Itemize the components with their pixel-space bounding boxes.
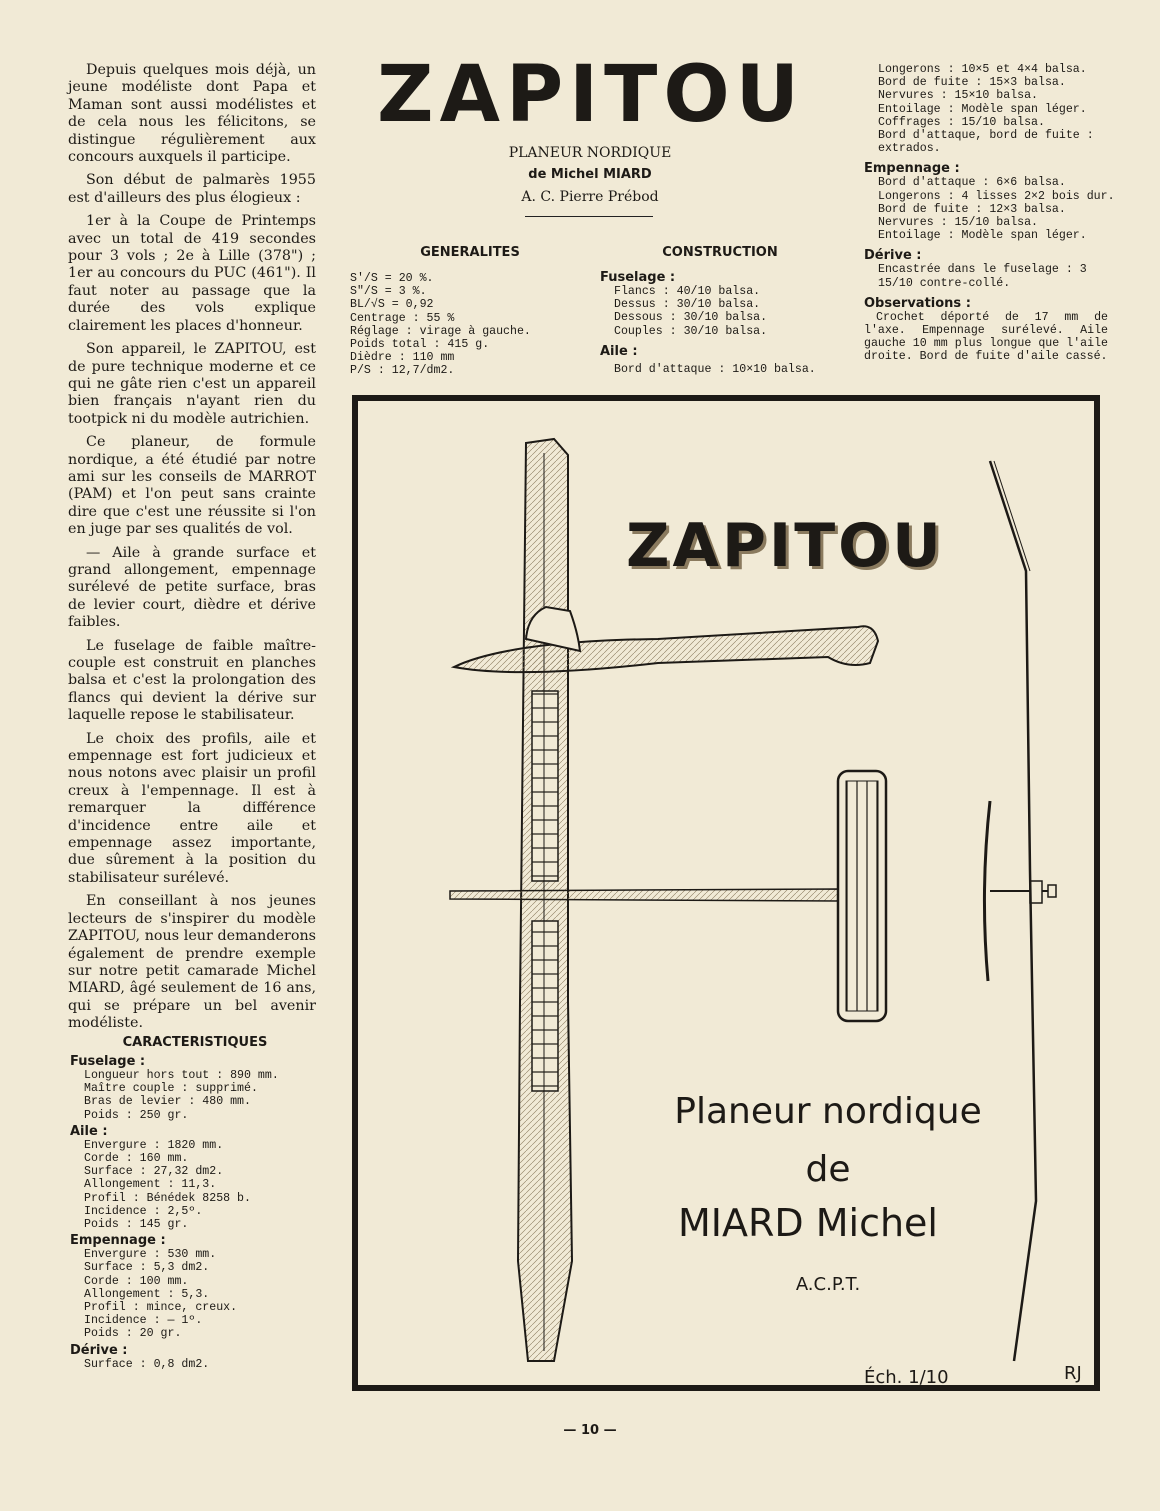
spec-line: Poids : 250 gr. (84, 1108, 189, 1122)
spec-line: S"/S = 3 %. (350, 285, 427, 299)
spec-line: Dessous : 30/10 balsa. (614, 311, 768, 325)
spec-line: Nervures : 15/10 balsa. (878, 216, 1039, 230)
article-text (68, 62, 316, 1039)
fuselage-list (600, 285, 840, 338)
spec-line: Dièdre : 110 mm (350, 351, 455, 365)
fuselage-heading: Fuselage : (600, 270, 676, 285)
stabilizer-plan (838, 771, 886, 1021)
derive-list (70, 1358, 320, 1371)
spec-line: S'/S = 20 %. (350, 272, 434, 285)
aile-list (70, 1139, 320, 1231)
spec-line: Réglage : virage à gauche. (350, 324, 531, 338)
aile-heading: Aile : (70, 1123, 108, 1139)
spec-line: Poids : 145 gr. (84, 1218, 189, 1232)
page-title: ZAPITOU (377, 50, 805, 140)
drawing-scale: Éch. 1/10 (864, 1367, 949, 1388)
article-paragraph: Son début de palmarès 1955 est d'ailleurs des plus élogieux : (68, 172, 316, 206)
spec-line: Bord de fuite : 12×3 balsa. (878, 202, 1066, 216)
article-paragraph: — Aile à grande surface et grand allongement, empennage surélevé de petite surface, bras de levier court, dièdre et dérive faibles. (68, 544, 316, 631)
subtitle-kind: PLANEUR NORDIQUE (508, 145, 672, 161)
fuselage-top-view (450, 889, 838, 901)
subtitle-block (440, 142, 740, 208)
fuselage-list (70, 1069, 320, 1122)
spec-line: Incidence : 2,5º. (84, 1204, 203, 1218)
spec-line: Couples : 30/10 balsa. (614, 324, 768, 338)
derive-heading: Dérive : (864, 248, 922, 264)
empennage-heading: Empennage : (70, 1233, 166, 1249)
drawing-club: A.C.P.T. (795, 1274, 861, 1295)
empennage-heading: Empennage : (864, 161, 960, 177)
spec-line: Longerons : 4 lisses 2×2 bois dur. (878, 189, 1115, 203)
article-paragraph: En conseillant à nos jeunes lecteurs de s'inspirer du modèle ZAPITOU, nous leur demanderons également de prendre exemple sur notre petit camarade Michel MIARD, âgé seulement de 16 ans, qui se prépare un bel avenir modéliste. (68, 893, 316, 1032)
spec-line: Coffrages : 15/10 balsa. (878, 115, 1045, 129)
construction-block (600, 245, 840, 376)
spec-line: Flancs : 40/10 balsa. (614, 285, 761, 298)
spec-line: Allongement : 5,3. (84, 1287, 210, 1301)
right-column-block (864, 63, 1114, 364)
spec-line: Surface : 0,8 dm2. (84, 1357, 210, 1371)
spec-line: BL/√S = 0,92 (350, 298, 434, 312)
article-paragraph: Depuis quelques mois déjà, un jeune modéliste dont Papa et Maman sont aussi modélistes et de cela nous les félicitons, se distingue régulièrement aux concours auxquels il participe. (68, 62, 316, 166)
spec-line: P/S : 12,7/dm2. (350, 364, 455, 378)
spec-line: Surface : 27,32 dm2. (84, 1165, 224, 1179)
observations-heading: Observations : (864, 295, 971, 311)
spec-line: Crochet déporté de 17 mm de l'axe. Empennage surélevé. Aile gauche 10 mm plus longue que l'aile droite. Bord de fuite d'aile cassé. (864, 310, 1108, 364)
drawing-initials: RJ (1064, 1363, 1082, 1384)
aile-list (600, 363, 840, 376)
article-paragraph: Son appareil, le ZAPITOU, est de pure technique moderne et ce qui ne gâte rien c'est un appareil bien français n'ayant rien du tootpick ni du modèle autrichien. (68, 341, 316, 427)
fuselage-side-view (454, 607, 878, 672)
construction-heading: CONSTRUCTION (662, 245, 778, 260)
spec-line: Encastrée dans le fuselage : 3 15/10 contre-collé. (878, 263, 1087, 290)
derive-list (864, 263, 1114, 289)
generalites-block (350, 245, 590, 378)
spec-line: Centrage : 55 % (350, 311, 455, 325)
page-number: — 10 — (563, 1423, 617, 1438)
empennage-list (864, 176, 1114, 242)
drawing-line2: de (805, 1149, 851, 1190)
aile-heading: Aile : (600, 343, 638, 359)
observations-list (864, 311, 1114, 364)
spec-line: Bras de levier : 480 mm. (84, 1095, 251, 1109)
spec-line: Allongement : 11,3. (84, 1178, 217, 1192)
spec-line: Entoilage : Modèle span léger. (878, 229, 1087, 243)
drawing-title: ZAPITOU (626, 511, 944, 581)
generalites-heading: GENERALITES (420, 245, 520, 260)
article-paragraph: 1er à la Coupe de Printemps avec un total de 419 secondes pour 3 vols ; 2e à Lille (378") ; 1er au concours du PUC (461"). Il faut noter au passage que la durée des vols explique clairement les places d'honneur. (68, 213, 316, 334)
spec-line: Bord d'attaque : 10×10 balsa. (614, 362, 816, 376)
spec-line: Bord d'attaque : 6×6 balsa. (878, 176, 1066, 190)
spec-line: Poids total : 415 g. (350, 338, 490, 352)
spec-line: Corde : 100 mm. (84, 1274, 189, 1288)
article-paragraph: Le fuselage de faible maître-couple est construit en planches balsa et c'est la prolongation des flancs qui devient la dérive sur laquelle repose le stabilisateur. (68, 637, 316, 724)
fuselage-heading: Fuselage : (70, 1054, 146, 1069)
spec-line: Longueur hors tout : 890 mm. (84, 1069, 279, 1082)
caracteristiques-block (70, 1035, 320, 1371)
spec-line: Longerons : 10×5 et 4×4 balsa. (878, 63, 1087, 76)
tail-front-view (984, 801, 1056, 981)
spec-line: Maître couple : supprimé. (84, 1082, 258, 1096)
empennage-list (70, 1248, 320, 1340)
article-paragraph: Ce planeur, de formule nordique, a été étudié par notre ami sur les conseils de MARROT (PAM) et l'on peut sans crainte dire que c'est une réussite si l'on en juge par ses qualités de vol. (68, 434, 316, 538)
spec-line: Incidence : — 1º. (84, 1314, 203, 1328)
derive-heading: Dérive : (70, 1342, 128, 1358)
spec-line: Envergure : 530 mm. (84, 1248, 217, 1262)
spec-line: Nervures : 15×10 balsa. (878, 89, 1039, 103)
aile-continued-list (864, 63, 1114, 155)
subtitle-author: de Michel MIARD (528, 167, 652, 182)
spec-line: Bord d'attaque, bord de fuite : extrados. (878, 129, 1094, 156)
spec-line: Entoilage : Modèle span léger. (878, 102, 1087, 116)
drawing-line1: Planeur nordique (674, 1091, 982, 1132)
spec-line: Surface : 5,3 dm2. (84, 1261, 210, 1275)
spec-line: Bord de fuite : 15×3 balsa. (878, 76, 1066, 90)
article-paragraph: Le choix des profils, aile et empennage est fort judicieux et nous notons avec plaisir un profil creux à l'empennage. Il est à remarquer la différence d'incidence entre aile et empennage assez importante, due sûrement à la position du stabilisateur surélevé. (68, 730, 316, 886)
spec-line: Poids : 20 gr. (84, 1327, 182, 1341)
spec-line: Dessus : 30/10 balsa. (614, 298, 761, 312)
plan-drawing-frame (352, 395, 1100, 1391)
spec-line: Profil : Bénédek 8258 b. (84, 1191, 251, 1205)
subtitle-club: A. C. Pierre Prébod (521, 189, 659, 205)
spec-line: Profil : mince, creux. (84, 1301, 238, 1315)
spec-line: Corde : 160 mm. (84, 1152, 189, 1166)
drawing-line3: MIARD Michel (678, 1201, 938, 1245)
spec-line: Envergure : 1820 mm. (84, 1138, 224, 1152)
subtitle-divider (525, 216, 653, 217)
caracteristiques-heading: CARACTERISTIQUES (122, 1035, 268, 1050)
